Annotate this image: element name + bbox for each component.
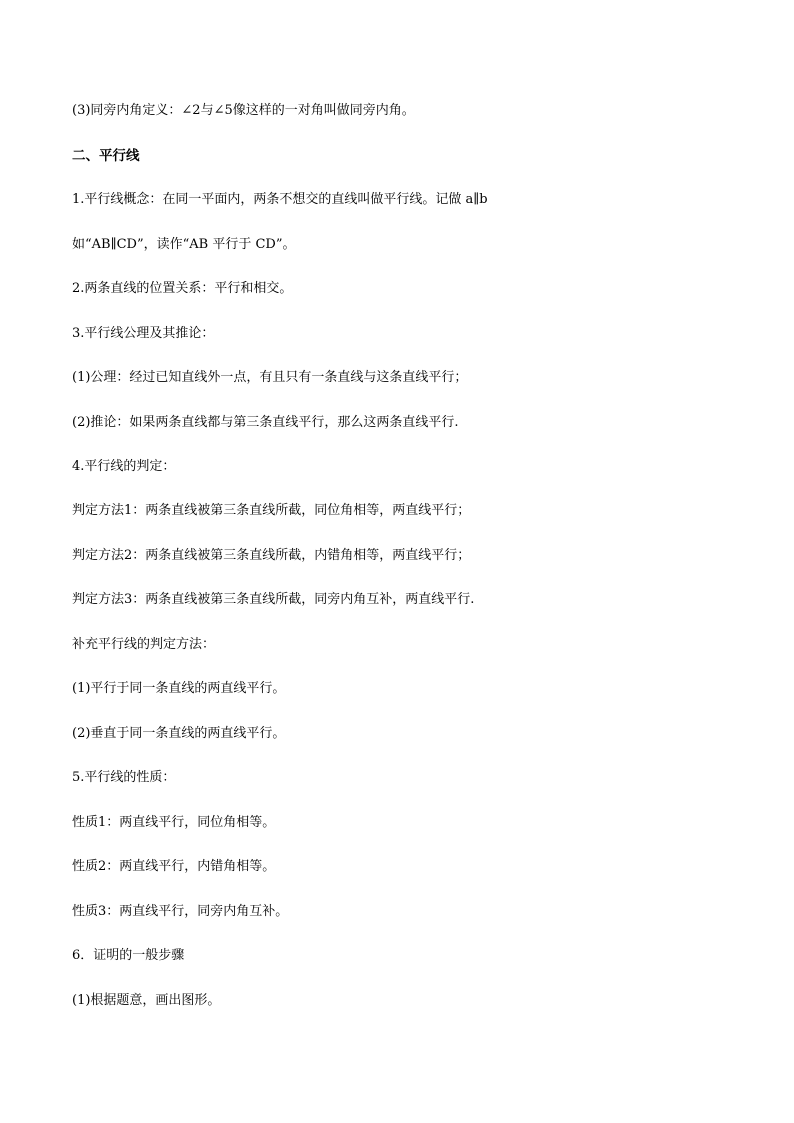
text-line-determination-heading: 4.平行线的判定： xyxy=(72,459,176,474)
text-line-properties-heading: 5.平行线的性质： xyxy=(72,770,176,785)
text-line-supplementary-1: (1)平行于同一条直线的两直线平行。 xyxy=(72,681,286,696)
section-heading-parallel-lines: 二、平行线 xyxy=(72,148,140,164)
text-line-property-1: 性质1：两直线平行，同位角相等。 xyxy=(72,815,276,830)
text-line-corollary: (2)推论：如果两条直线都与第三条直线平行，那么这两条直线平行. xyxy=(72,415,459,430)
text-line-property-2: 性质2：两直线平行，内错角相等。 xyxy=(72,859,276,874)
text-line-supplementary-2: (2)垂直于同一条直线的两直线平行。 xyxy=(72,726,286,741)
text-line-method-2: 判定方法2：两条直线被第三条直线所截，内错角相等，两直线平行； xyxy=(72,548,471,563)
text-line-position-relationship: 2.两条直线的位置关系：平行和相交。 xyxy=(72,281,293,296)
text-line-parallel-concept: 1.平行线概念：在同一平面内，两条不想交的直线叫做平行线。记做 a∥b xyxy=(72,192,488,207)
text-line-axiom: (1)公理：经过已知直线外一点，有且只有一条直线与这条直线平行； xyxy=(72,370,468,385)
text-line-supplementary-heading: 补充平行线的判定方法： xyxy=(72,637,216,652)
text-line-method-3: 判定方法3：两条直线被第三条直线所截，同旁内角互补，两直线平行. xyxy=(72,592,475,607)
text-line-proof-steps-heading: 6．证明的一般步骤 xyxy=(72,948,185,963)
text-line-parallel-notation: 如“AB∥CD”，读作“AB 平行于 CD”。 xyxy=(72,237,296,252)
text-line-same-side-interior-angle-definition: (3)同旁内角定义：∠2与∠5像这样的一对角叫做同旁内角。 xyxy=(72,103,415,118)
text-line-axiom-heading: 3.平行线公理及其推论： xyxy=(72,326,215,341)
text-line-method-1: 判定方法1：两条直线被第三条直线所截，同位角相等，两直线平行； xyxy=(72,503,471,518)
text-line-property-3: 性质3：两直线平行，同旁内角互补。 xyxy=(72,904,289,919)
text-line-proof-step-1: (1)根据题意，画出图形。 xyxy=(72,993,221,1008)
